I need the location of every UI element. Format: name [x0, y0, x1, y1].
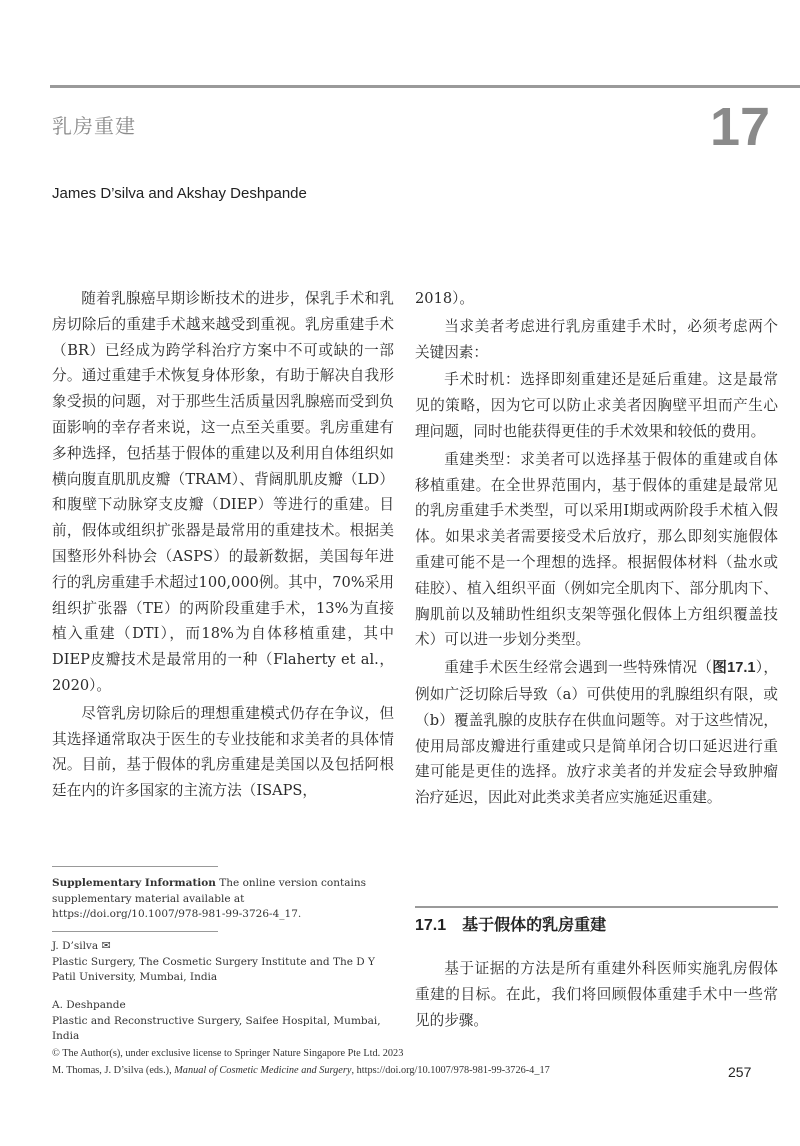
author1-info [52, 938, 392, 986]
body-paragraph-continuation: 2018）。 [415, 290, 475, 307]
body-paragraph: 当求美者考虑进行乳房重建手术时，必须考虑两个关键因素： [415, 317, 778, 361]
email-icon[interactable]: ✉ [101, 939, 111, 952]
body-paragraph: 随着乳腺癌早期诊断技术的进步，保乳手术和乳房切除后的重建手术越来越受到重视。乳房重建手术（BR）已经成为跨学科治疗方案中不可或缺的一部分。通过重建手术恢复身体形象，有助于解决自我形象受损的问题，对于那些生活质量因乳腺癌而受到负面影响的幸存者来说，这一点至关重要。乳房重建有多种选择，包括基于假体的重建以及利用自体组织如横向腹直肌肌皮瓣（TRAM）、背阔肌肌皮瓣（LD）和腹壁下动脉穿支皮瓣（DIEP）等进行的重建。目前，假体或组织扩张器是最常用的重建技术。根据美国整形外科协会（ASPS）的最新数据，美国每年进行的乳房重建手术超过100,000例。其中，70%采用组织扩张器（TE）的两阶段重建手术，13%为直接植入重建（DTI），而18%为自体移植重建，其中DIEP皮瓣技术是最常用的一种（Flaherty et al.，2020）。 [52, 290, 394, 694]
section-body [415, 956, 778, 1035]
section-number: 17.1 [415, 917, 447, 934]
text: ），例如广泛切除后导致（a）可供使用的乳腺组织有限，或（b）覆盖乳腺的皮肤存在供血问题等。对于这些情况，使用局部皮瓣进行重建或只是简单闭合切口延迟进行重建可能是更佳的选择。放疗求美者的并发症会导致肿瘤治疗延迟，因此对此类求美者应实施延迟重建。 [415, 659, 778, 807]
chapter-authors: James D’silva and Akshay Deshpande [52, 185, 307, 202]
supp-text: The online version contains supplementary material available at https://doi.org/10.1007/978-981-99-3726-4_17. [52, 877, 366, 920]
top-rule [50, 85, 800, 88]
citation-doi[interactable]: , https://doi.org/10.1007/978-981-99-3726-4_17 [351, 1065, 550, 1076]
chapter-title: 乳房重建 [52, 114, 136, 138]
author2-name: A. Deshpande [52, 999, 126, 1011]
section-rule [415, 906, 778, 908]
footnote-rule [52, 931, 218, 932]
figure-link[interactable]: 图17.1 [712, 660, 756, 677]
left-column [52, 286, 394, 806]
citation [52, 1065, 550, 1076]
copyright: © The Author(s), under exclusive license to Springer Nature Singapore Pte Ltd. 2023 [52, 1048, 404, 1059]
chapter-number: 17 [710, 97, 771, 157]
section-heading [415, 912, 606, 935]
body-paragraph: 手术时机：选择即刻重建还是延后重建。这是最常见的策略，因为它可以防止求美者因胸壁平坦而产生心理问题，同时也能获得更佳的手术效果和较低的费用。 [415, 371, 778, 440]
page-number: 257 [728, 1064, 752, 1080]
author2-info [52, 998, 392, 1045]
right-column [415, 286, 778, 813]
body-paragraph: 重建类型：求美者可以选择基于假体的重建或自体移植重建。在全世界范围内，基于假体的重建是最常见的乳房重建手术类型，可以采用Ⅰ期或两阶段手术植入假体。如果求美者需要接受术后放疗，那么即刻实施假体重建可能不是一个理想的选择。根据假体材料（盐水或硅胶）、植入组织平面（例如完全肌肉下、部分肌肉下、胸肌前以及辅助性组织支架等强化假体上方组织覆盖技术）可以进一步划分类型。 [415, 450, 778, 649]
citation-editors: M. Thomas, J. D’silva (eds.), [52, 1065, 175, 1076]
body-paragraph: 尽管乳房切除后的理想重建模式仍存在争议，但其选择通常取决于医生的专业技能和求美者的具体情况。目前，基于假体的乳房重建是美国以及包括阿根廷在内的许多国家的主流方法（ISAPS， [52, 704, 394, 800]
section-title: 基于假体的乳房重建 [462, 915, 607, 934]
author2-affiliation: Plastic and Reconstructive Surgery, Saifee Hospital, Mumbai, India [52, 1014, 381, 1042]
supplementary-info [52, 876, 392, 923]
author1-name: J. D’silva [52, 940, 99, 952]
body-paragraph: 基于证据的方法是所有重建外科医师实施乳房假体重建的目标。在此，我们将回顾假体重建手术中一些常见的步骤。 [415, 960, 778, 1029]
supp-label: Supplementary Information [52, 877, 216, 889]
footnote-rule [52, 866, 218, 867]
text: 重建手术医生经常会遇到一些特殊情况（ [444, 659, 713, 677]
body-paragraph-figure-ref [415, 655, 778, 811]
author1-affiliation: Plastic Surgery, The Cosmetic Surgery Institute and The D Y Patil University, Mumbai, India [52, 955, 375, 983]
citation-book: Manual of Cosmetic Medicine and Surgery [174, 1065, 352, 1076]
